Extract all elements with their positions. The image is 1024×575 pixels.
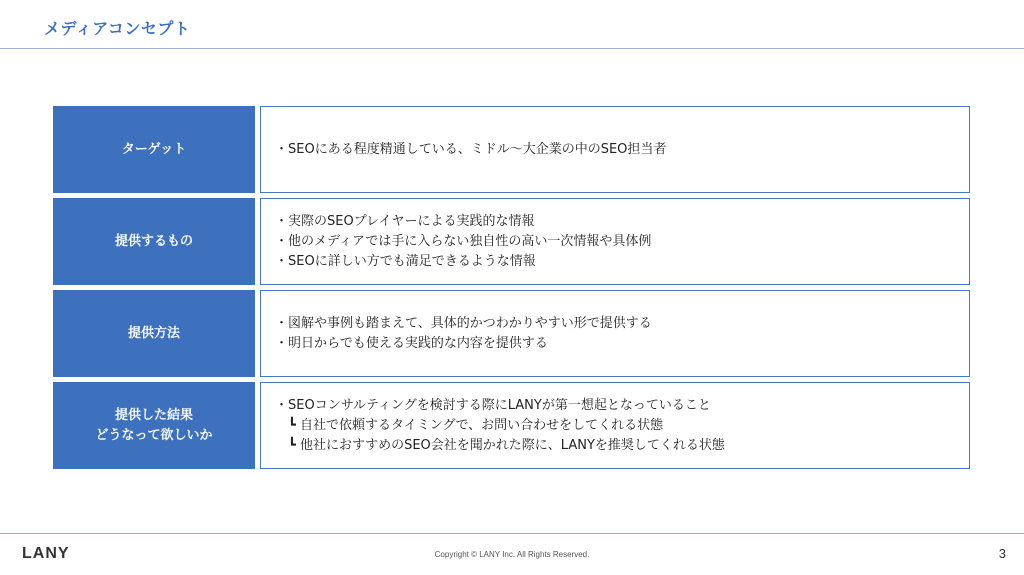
slide-title: メディアコンセプト [44,19,191,38]
row-content [260,290,970,377]
row-label: ターゲット [53,106,255,193]
concept-row-outcome [53,382,972,469]
content-line: ・SEOに詳しい方でも満足できるような情報 [275,253,536,269]
row-label: 提供方法 [53,290,255,377]
content-line: ・SEOコンサルティングを検討する際にLANYが第一想起となっていること [275,397,711,413]
page-number: 3 [998,546,1006,561]
row-content [260,198,970,285]
content-line: ・他のメディアでは手に入らない独自性の高い一次情報や具体例 [275,233,652,249]
row-content [260,382,970,469]
concept-row-target [53,106,972,193]
content-line: ┗ 他社におすすめのSEO会社を聞かれた際に、LANYを推奨してくれる状態 [275,437,725,453]
concept-row-offering [53,198,972,285]
lany-logo: LANY [22,545,70,562]
content-line: ・実際のSEOプレイヤーによる実践的な情報 [275,213,535,229]
content-line: ・明日からでも使える実践的な内容を提供する [275,335,548,351]
title-divider [0,48,1024,49]
row-label: 提供した結果 どうなって欲しいか [53,382,255,469]
content-line: ・図解や事例も踏まえて、具体的かつわかりやすい形で提供する [275,315,652,331]
footer-divider [0,533,1024,534]
concept-row-method [53,290,972,377]
copyright-text: Copyright © LANY Inc. All Rights Reserved. [434,550,590,559]
row-content [260,106,970,193]
content-line: ┗ 自社で依頼するタイミングで、お問い合わせをしてくれる状態 [275,417,664,433]
row-label: 提供するもの [53,198,255,285]
content-line: ・SEOにある程度精通している、ミドル〜大企業の中のSEO担当者 [275,141,667,157]
